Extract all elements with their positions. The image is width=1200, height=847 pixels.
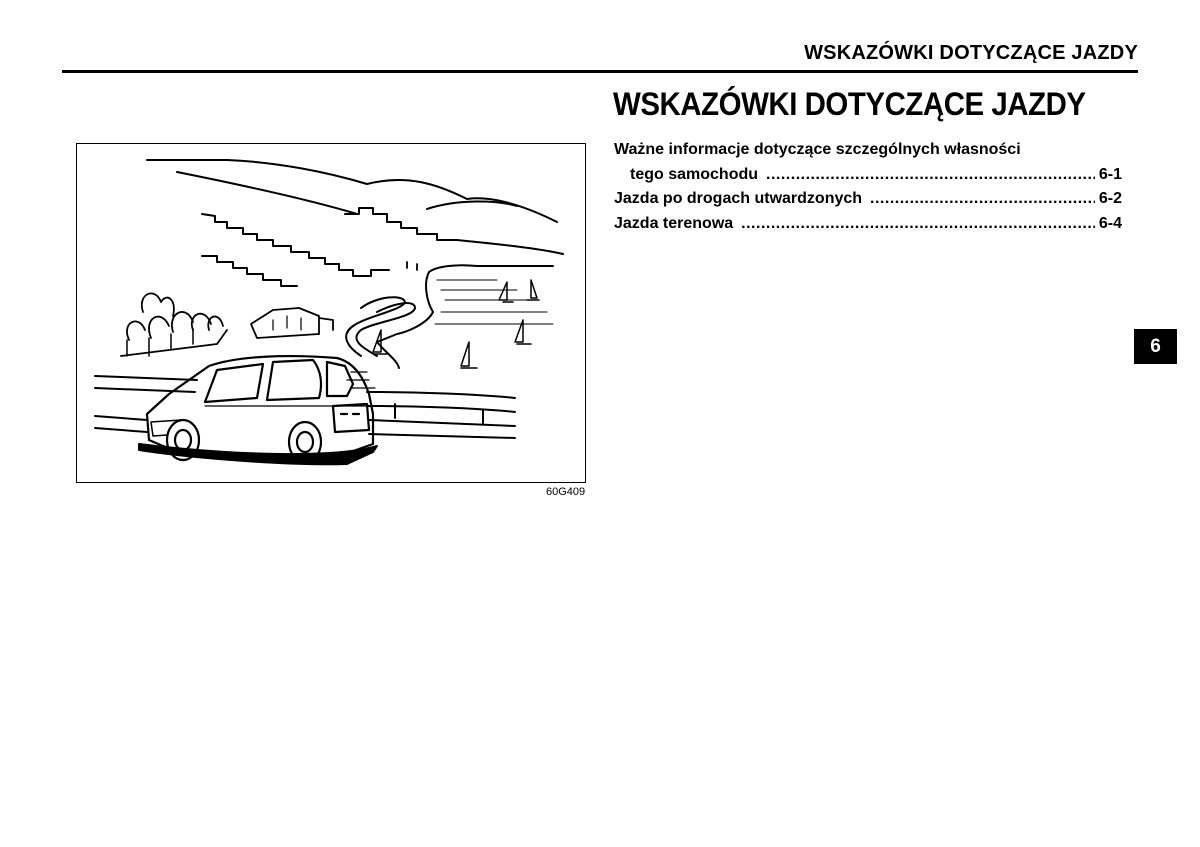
toc-entry-title: Jazda po drogach utwardzonych: [614, 190, 863, 207]
toc-page-number: 6-1: [1098, 165, 1122, 183]
toc-entry-line[interactable]: [614, 138, 1122, 163]
driving-illustration: [76, 143, 586, 483]
toc-entry-title: tego samochodu: [630, 165, 759, 183]
toc-entry-title: Jazda terenowa: [614, 214, 734, 232]
toc-page-number: 6-4: [1098, 214, 1122, 232]
toc-entry-title: Ważne informacje dotyczące szczególnych własności: [614, 141, 1021, 158]
section-title: WSKAZÓWKI DOTYCZĄCE JAZDY: [613, 86, 1086, 122]
toc-entry[interactable]: [614, 187, 1122, 212]
figure-code: 60G409: [546, 486, 586, 498]
toc-entry[interactable]: [614, 212, 1122, 237]
toc-leader-dots: [741, 212, 1095, 237]
table-of-contents: [614, 138, 1122, 236]
running-header: WSKAZÓWKI DOTYCZĄCE JAZDY: [804, 42, 1138, 64]
toc-page-number: 6-2: [1098, 190, 1122, 207]
toc-entry[interactable]: [614, 163, 1122, 188]
header-rule: [62, 70, 1138, 73]
chapter-tab: 6: [1134, 329, 1177, 364]
toc-leader-dots: [870, 187, 1095, 212]
toc-leader-dots: [766, 163, 1095, 188]
